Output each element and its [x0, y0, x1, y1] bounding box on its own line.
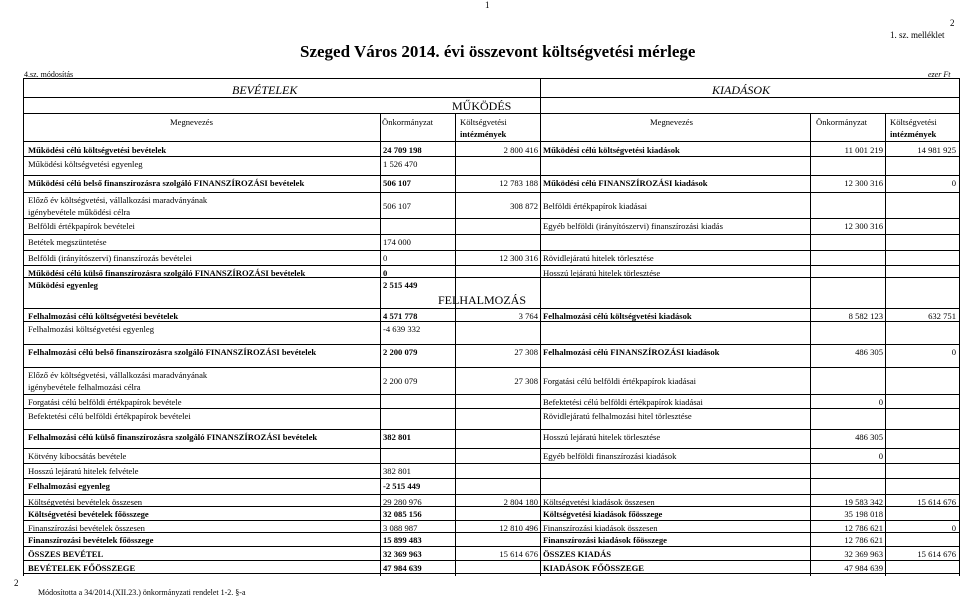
- row-divider: [23, 494, 959, 495]
- row-divider: [23, 429, 959, 430]
- row-divider: [23, 367, 959, 368]
- row-divider: [23, 156, 959, 157]
- expense-municipality-value: 12 786 621: [844, 523, 883, 533]
- expense-label: Finanszírozási kiadások összesen: [543, 523, 658, 533]
- expense-label: ÖSSZES KIADÁS: [543, 549, 612, 559]
- expense-municipality-value: 0: [878, 451, 883, 461]
- expense-municipality-value: 32 369 963: [844, 549, 883, 559]
- income-municipality-value: 29 280 976: [383, 497, 422, 507]
- footer-note: Módosította a 34/2014.(XII.23.) önkormányzati rendelet 1-2. §-a: [38, 588, 246, 597]
- row-divider: [23, 408, 959, 409]
- income-institutions-value: 3 764: [518, 311, 538, 321]
- row-divider: [23, 265, 959, 266]
- row-divider: [23, 560, 959, 561]
- unit-label: ezer Ft: [928, 70, 951, 79]
- expense-label: Befektetési célú belföldi értékpapírok kiadásai: [543, 397, 703, 407]
- expense-label: Rövidlejáratú felhalmozási hitel törlesztése: [543, 411, 692, 421]
- col-institutions-right-2: intézmények: [890, 129, 937, 139]
- col-institutions-left: Költségvetési: [460, 117, 507, 127]
- income-municipality-value: 24 709 198: [383, 145, 422, 155]
- expense-municipality-value: 8 582 123: [848, 311, 883, 321]
- header-divider: [23, 141, 959, 142]
- income-label: Belföldi (irányítószervi) finanszírozás bevételei: [28, 253, 192, 263]
- income-label-continued: igénybevétele felhalmozási célra: [28, 382, 141, 392]
- table-top-border: [23, 78, 959, 79]
- row-divider: [23, 573, 959, 574]
- expense-municipality-value: 12 300 316: [844, 178, 883, 188]
- income-municipality-value: 506 107: [383, 178, 411, 188]
- income-municipality-value: 0: [383, 268, 388, 278]
- annex-label: 1. sz. melléklet: [890, 30, 945, 40]
- income-municipality-value: 382 801: [383, 466, 411, 476]
- expense-municipality-value: 0: [878, 397, 883, 407]
- income-label: Működési célú költségvetési bevételek: [28, 145, 167, 155]
- income-institutions-value: 2 800 416: [503, 145, 538, 155]
- expense-municipality-value: 35 198 018: [844, 509, 883, 519]
- expense-municipality-value: 11 001 219: [844, 145, 883, 155]
- col-name-left: Megnevezés: [170, 117, 213, 127]
- expense-label: Egyéb belföldi finanszírozási kiadások: [543, 451, 677, 461]
- income-label: Működési célú külső finanszírozásra szolgáló FINANSZÍROZÁSI bevételek: [28, 268, 306, 278]
- row-divider: [23, 448, 959, 449]
- row-divider: [23, 175, 959, 176]
- income-municipality-value: 47 984 639: [383, 563, 422, 573]
- expense-label: KIADÁSOK FŐÖSSZEGE: [543, 563, 645, 573]
- income-municipality-value: 0: [383, 253, 388, 263]
- col-municipality-right: Önkormányzat: [816, 117, 868, 127]
- income-label: Felhalmozási egyenleg: [28, 481, 110, 491]
- header-divider: [23, 97, 959, 98]
- col-institutions-right: Költségvetési: [890, 117, 937, 127]
- expense-municipality-value: 47 984 639: [844, 563, 883, 573]
- income-institutions-value: 27 308: [514, 347, 538, 357]
- page-number-right: 2: [950, 18, 955, 28]
- income-label: Hosszú lejáratú hitelek felvétele: [28, 466, 139, 476]
- expense-label: Működési célú költségvetési kiadások: [543, 145, 680, 155]
- income-institutions-value: 12 300 316: [499, 253, 538, 263]
- page-title: Szeged Város 2014. évi összevont költségvetési mérlege: [300, 42, 696, 61]
- expense-label: Felhalmozási célú FINANSZÍROZÁSI kiadások: [543, 347, 720, 357]
- expense-institutions-value: 0: [951, 523, 956, 533]
- income-label: Betétek megszüntetése: [28, 237, 107, 247]
- expense-label: Forgatási célú belföldi értékpapírok kiadásai: [543, 376, 697, 386]
- expense-header: KIADÁSOK: [712, 83, 770, 97]
- income-municipality-value: 15 899 483: [383, 535, 422, 545]
- income-institutions-value: 12 783 188: [499, 178, 538, 188]
- expense-label: Költségvetési kiadások összesen: [543, 497, 655, 507]
- expense-institutions-value: 14 981 925: [917, 145, 956, 155]
- income-institutions-value: 15 614 676: [499, 549, 538, 559]
- income-label: Forgatási célú belföldi értékpapírok bevétele: [28, 397, 182, 407]
- row-divider: [23, 520, 959, 521]
- income-label: Felhalmozási célú belső finanszírozásra szolgáló FINANSZÍROZÁSI bevételek: [28, 347, 317, 357]
- expense-label: Rövidlejáratú hitelek törlesztése: [543, 253, 654, 263]
- row-divider: [23, 546, 959, 547]
- expense-municipality-value: 486 305: [855, 347, 883, 357]
- expense-municipality-value: 486 305: [855, 432, 883, 442]
- row-divider: [23, 308, 959, 309]
- income-label: ÖSSZES BEVÉTEL: [28, 549, 104, 559]
- column-separator: [540, 78, 541, 576]
- page-number-top: 1: [485, 0, 490, 10]
- income-municipality-value: 382 801: [383, 432, 411, 442]
- income-label: Finanszírozási bevételek összesen: [28, 523, 145, 533]
- expense-label: Működési célú FINANSZÍROZÁSI kiadások: [543, 178, 708, 188]
- row-divider: [23, 463, 959, 464]
- income-label: Belföldi értékpapírok bevételei: [28, 221, 135, 231]
- income-municipality-value: -2 515 449: [383, 481, 421, 491]
- expense-label: Egyéb belföldi (irányítószervi) finanszírozási kiadás: [543, 221, 723, 231]
- income-label: Befektetési célú belföldi értékpapírok bevételei: [28, 411, 191, 421]
- row-divider: [23, 218, 959, 219]
- income-municipality-value: 506 107: [383, 201, 411, 211]
- row-divider: [23, 506, 959, 507]
- row-divider: [23, 321, 959, 322]
- page-number-left: 2: [14, 578, 19, 588]
- income-label: Költségvetési bevételek összesen: [28, 497, 143, 507]
- expense-label: Finanszírozási kiadások főösszege: [543, 535, 667, 545]
- income-label: BEVÉTELEK FŐÖSSZEGE: [28, 563, 136, 573]
- income-municipality-value: 2 200 079: [383, 347, 418, 357]
- table-left-border: [23, 78, 24, 576]
- expense-institutions-value: 0: [951, 347, 956, 357]
- expense-institutions-value: 632 751: [928, 311, 956, 321]
- income-label: Működési célú belső finanszírozásra szolgáló FINANSZÍROZÁSI bevételek: [28, 178, 305, 188]
- income-institutions-value: 308 872: [510, 201, 538, 211]
- expense-label: Költségvetési kiadások főösszege: [543, 509, 663, 519]
- col-institutions-left-2: intézmények: [460, 129, 507, 139]
- expense-institutions-value: 15 614 676: [917, 549, 956, 559]
- income-label: Felhalmozási célú költségvetési bevételek: [28, 311, 179, 321]
- income-municipality-value: 2 200 079: [383, 376, 418, 386]
- header-divider: [23, 113, 959, 114]
- modification-label: 4.sz. módosítás: [24, 70, 74, 79]
- income-municipality-value: 4 571 778: [383, 311, 418, 321]
- income-label: Felhalmozási költségvetési egyenleg: [28, 324, 155, 334]
- expense-label: Hosszú lejáratú hitelek törlesztése: [543, 432, 661, 442]
- row-divider: [23, 234, 959, 235]
- income-institutions-value: 2 804 180: [503, 497, 538, 507]
- income-municipality-value: -4 639 332: [383, 324, 421, 334]
- income-label: Felhalmozási célú külső finanszírozásra szolgáló FINANSZÍROZÁSI bevételek: [28, 432, 318, 442]
- expense-institutions-value: 0: [951, 178, 956, 188]
- income-label: Működési költségvetési egyenleg: [28, 159, 143, 169]
- row-divider: [23, 478, 959, 479]
- income-label-continued: igénybevétele működési célra: [28, 207, 131, 217]
- income-label: Finanszírozási bevételek főösszege: [28, 535, 154, 545]
- income-municipality-value: 2 515 449: [383, 280, 418, 290]
- row-divider: [23, 250, 959, 251]
- col-municipality-left: Önkormányzat: [382, 117, 434, 127]
- row-divider: [23, 192, 959, 193]
- income-municipality-value: 32 369 963: [383, 549, 422, 559]
- accumulation-header: FELHALMOZÁS: [438, 293, 527, 307]
- expense-institutions-value: 15 614 676: [917, 497, 956, 507]
- expense-label: Belföldi értékpapírok kiadásai: [543, 201, 648, 211]
- col-name-right: Megnevezés: [650, 117, 693, 127]
- expense-municipality-value: 12 300 316: [844, 221, 883, 231]
- income-municipality-value: 1 526 470: [383, 159, 418, 169]
- income-municipality-value: 32 085 156: [383, 509, 422, 519]
- income-municipality-value: 3 088 987: [383, 523, 418, 533]
- income-label: Költségvetési bevételek főösszege: [28, 509, 149, 519]
- expense-municipality-value: 12 786 621: [844, 535, 883, 545]
- income-municipality-value: 174 000: [383, 237, 411, 247]
- row-divider: [23, 394, 959, 395]
- income-label: Működési egyenleg: [28, 280, 98, 290]
- expense-municipality-value: 19 583 342: [844, 497, 883, 507]
- income-label: Előző év költségvetési, vállalkozási maradványának: [28, 195, 208, 205]
- income-label: Előző év költségvetési, vállalkozási maradványának: [28, 370, 208, 380]
- operating-header: MŰKÖDÉS: [452, 99, 512, 113]
- row-divider: [23, 532, 959, 533]
- income-institutions-value: 12 810 496: [499, 523, 538, 533]
- expense-label: Hosszú lejáratú hitelek törlesztése: [543, 268, 661, 278]
- expense-label: Felhalmozási célú költségvetési kiadások: [543, 311, 692, 321]
- row-divider: [23, 344, 959, 345]
- row-divider: [23, 277, 959, 278]
- income-label: Kötvény kibocsátás bevétele: [28, 451, 127, 461]
- income-header: BEVÉTELEK: [232, 83, 298, 97]
- income-institutions-value: 27 308: [514, 376, 538, 386]
